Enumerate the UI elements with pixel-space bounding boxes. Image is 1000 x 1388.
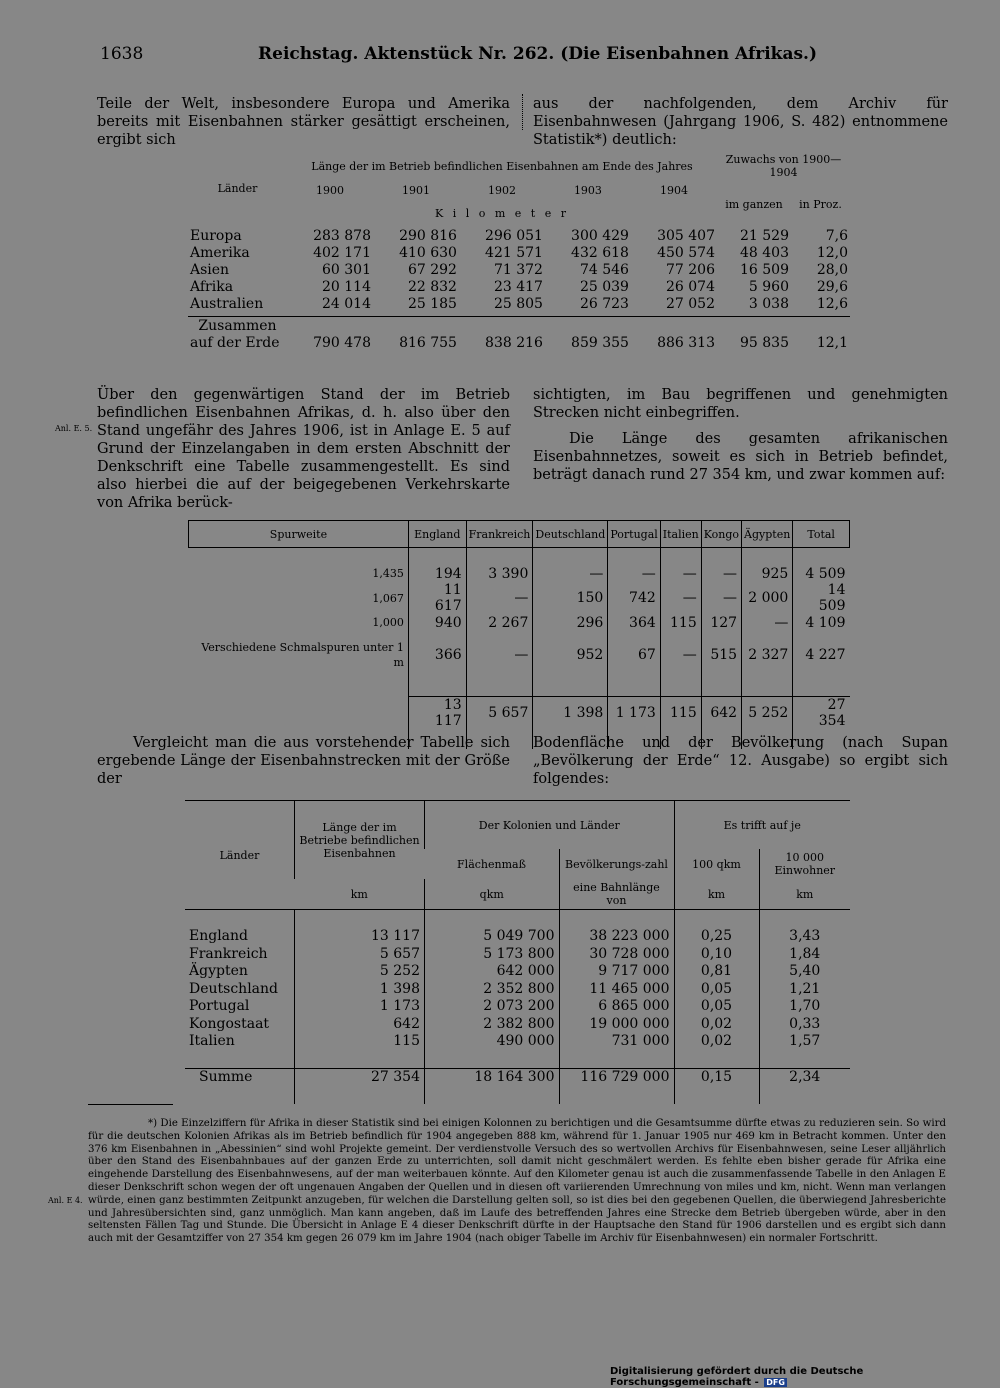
table-row [189, 582, 850, 614]
table-cell: 0,81 [674, 963, 759, 981]
table-cell: 2 267 [466, 614, 533, 631]
col-header: Ägypten [742, 521, 793, 548]
country-label: England [189, 928, 249, 945]
col-header-laender: Länder [219, 848, 260, 862]
table-cell: 11 617 [408, 582, 466, 614]
table-cell: 5,40 [759, 963, 850, 981]
table-cell: 296 [533, 614, 608, 631]
table-cell: 305 407 [657, 227, 715, 244]
table-row [185, 963, 850, 981]
table-cell: 742 [608, 582, 660, 614]
table-cell: — [701, 565, 741, 582]
table-cell: 23 417 [493, 278, 543, 295]
table-cell: 27 052 [666, 295, 715, 312]
table-cell: 5 657 [295, 945, 425, 963]
country-label: Portugal [189, 998, 250, 1015]
country-label: Deutschland [189, 980, 278, 997]
col-header-qkm: qkm [425, 879, 560, 910]
table-cell: 24 014 [321, 295, 371, 312]
total-cell: 1 398 [533, 697, 608, 730]
total-cell: 116 729 000 [559, 1068, 674, 1086]
table-cell: 0,33 [759, 1015, 850, 1033]
table-cell: 4 109 [793, 614, 850, 631]
table-cell: 12,6 [816, 295, 848, 312]
total-cell: 5 252 [742, 697, 793, 730]
table-cell: — [533, 565, 608, 582]
year-header: 1902 [487, 184, 516, 197]
total-cell: 1 173 [608, 697, 660, 730]
total-label: Summe [199, 1069, 253, 1086]
table-cell: 4 227 [793, 631, 850, 679]
table-cell: 28,0 [816, 261, 848, 278]
table-cell: 26 723 [579, 295, 629, 312]
table-cell: 5 960 [748, 278, 789, 295]
table-cell: 150 [533, 582, 608, 614]
col-header-im-ganzen: im ganzen [725, 198, 783, 211]
country-label: Afrika [190, 278, 234, 295]
unit-kilometer: K i l o m e t e r [435, 206, 569, 220]
table-row [185, 1033, 850, 1051]
dfg-logo-icon: DFG [766, 1378, 785, 1387]
col-header-bevoelkerung: Bevölkerungs-zahl [559, 849, 674, 879]
table-row [189, 565, 850, 582]
country-label: Ägypten [189, 963, 248, 980]
col-header: Frankreich [466, 521, 533, 548]
table-cell: 0,05 [674, 980, 759, 998]
table-cell: 283 878 [313, 227, 371, 244]
table-cell: 0,25 [674, 928, 759, 946]
table-cell: 25 185 [407, 295, 457, 312]
total-cell: 95 835 [740, 334, 789, 351]
para3-right: Bodenfläche und der Bevölkerung (nach Supan „Bevölkerung der Erde“ 12. Ausgabe) so ergibt sich folgendes: [533, 735, 948, 787]
table-cell: 13 117 [295, 928, 425, 946]
country-label: Italien [189, 1033, 235, 1050]
table-cell: 432 618 [571, 244, 629, 261]
table-cell: 0,02 [674, 1033, 759, 1051]
footnote: *) Die Einzelziffern für Afrika in dieser Statistik sind bei einigen Kolonnen zu berichtigen und die Gesamtsumme dürfte etwas zu reduzieren sein. So wird für die deutschen Kolonien Afrikas als im Betrieb befindlich für 1904 angegeben 888 km, während für 1. Januar 1905 nur 469 km in Betracht kommen. Unter den 376 km Eisenbahnen in „Abessinien“ sind wohl Projekte gemeint. Der verdienstvolle Versuch des so wertvollen Archivs für Eisenbahnwesen, seine Leser alljährlich über den Stand des Eisenbahnbaues auf der ganzen Erde zu unterrichten, soll damit nicht geschmälert werden. Es fehlte eben bisher gerade für Afrika eine eingehende Darstellung des Eisenbahnwesens, auf der man weiterbauen könnte. Auf den Kilometer genau ist auch die zusammenfassende Tabelle in den Anlagen E dieser Denkschrift schon wegen der oft ungenauen Angaben der Quellen und in diesen oft variierenden Umrechnung von miles und km, nicht. Wenn man verlangen würde, einen ganz bestimmten Zeitpunkt anzugeben, für welchen die Darstellung gelten soll, so ist dies bei den gegebenen Quellen, die überwiegend Jahresberichte und Jahresübersichten sind, ganz unmöglich. Man kann angeben, daß im Laufe des betreffenden Jahres eine Strecke dem Betrieb übergeben würde, aber in den seltensten Fällen Tag und Stunde. Die Übersicht in Anlage E 4 dieser Denkschrift dürfte in der Hauptsache den Stand für 1906 darstellen und es ergibt sich dann auch mit der Gesamtziffer von 27 354 km gegen 26 079 km im Jahre 1904 (nach obiger Tabelle im Archiv für Eisenbahnwesen) ein normaler Fortschritt. [88, 1118, 946, 1245]
table-cell: 194 [408, 565, 466, 582]
table-row [185, 928, 850, 946]
table-cell: 642 000 [425, 963, 560, 981]
total-cell: 859 355 [571, 334, 629, 351]
gauge-label: Verschiedene Schmalspuren unter 1 m [201, 641, 404, 669]
table-cell: 71 372 [493, 261, 543, 278]
table-cell: 4 509 [793, 565, 850, 582]
table-cell: — [660, 582, 701, 614]
col-header-km: km [350, 887, 368, 901]
table-cell: 421 571 [485, 244, 543, 261]
table-cell: 1,70 [759, 998, 850, 1016]
col-header-kolonien: Der Kolonien und Länder [425, 801, 675, 850]
table-cell: 642 [295, 1015, 425, 1033]
table-cell: 21 529 [740, 227, 789, 244]
col-header-laenge: Länge der im Betriebe befindlichen Eisenbahnen [295, 801, 425, 880]
page-header-title: Reichstag. Aktenstück Nr. 262. (Die Eisenbahnen Afrikas.) [258, 44, 817, 64]
table-cell: 2 000 [742, 582, 793, 614]
table-cell: 0,05 [674, 998, 759, 1016]
col-header-100qkm: 100 qkm [674, 849, 759, 879]
table-cell: 290 816 [399, 227, 457, 244]
country-label: Amerika [190, 244, 250, 261]
col-header: Kongo [701, 521, 741, 548]
total-cell: 13 117 [408, 697, 466, 730]
table-cell: 127 [701, 614, 741, 631]
para3-left: Vergleicht man die aus vorstehender Tabelle sich ergebende Länge der Eisenbahnstrecken mit der Größe der [97, 735, 510, 787]
table-cell: 67 [608, 631, 660, 679]
col-header: Spurweite [189, 521, 409, 548]
table-cell: 1 173 [295, 998, 425, 1016]
table-row [185, 945, 850, 963]
col-header-in-proz: in Proz. [799, 198, 842, 211]
table-row [188, 295, 850, 312]
total-cell: 790 478 [313, 334, 371, 351]
table-cell: 19 000 000 [559, 1015, 674, 1033]
table-cell: 20 114 [321, 278, 371, 295]
table-cell: 952 [533, 631, 608, 679]
col-header-km2: km [759, 879, 850, 910]
table-cell: 300 429 [571, 227, 629, 244]
railway-density-table [185, 800, 850, 1104]
col-header-es-trifft: Es trifft auf je [674, 801, 850, 850]
table-cell: 1,57 [759, 1033, 850, 1051]
table-cell: 60 301 [321, 261, 371, 278]
table-cell: 1,21 [759, 980, 850, 998]
table-cell: 22 832 [407, 278, 457, 295]
total-cell: 27 354 [793, 697, 850, 730]
table-cell: 2 352 800 [425, 980, 560, 998]
table-cell: 450 574 [657, 244, 715, 261]
total-cell: 115 [660, 697, 701, 730]
table-row [188, 261, 850, 278]
table-cell: 3 038 [748, 295, 789, 312]
year-header: 1900 [315, 184, 344, 197]
para2-right-1: sichtigten, im Bau begriffenen und genehmigten Strecken nicht einbegriffen. [533, 387, 948, 421]
table-cell: — [660, 565, 701, 582]
table-cell: 2 073 200 [425, 998, 560, 1016]
table-cell: 5 049 700 [425, 928, 560, 946]
table-cell: 26 074 [666, 278, 715, 295]
col-header: Portugal [608, 521, 660, 548]
table-cell: 5 252 [295, 963, 425, 981]
year-header: 1904 [659, 184, 688, 197]
table-cell: 3 390 [466, 565, 533, 582]
table-cell: 364 [608, 614, 660, 631]
table-cell: 48 403 [740, 244, 789, 261]
intro-right: aus der nachfolgenden, dem Archiv für Eisenbahnwesen (Jahrgang 1906, S. 482) entnommene Statistik*) deutlich: [533, 96, 948, 148]
intro-left: Teile der Welt, insbesondere Europa und Amerika bereits mit Eisenbahnen stärker gesättigt erscheinen, ergibt sich [97, 96, 510, 148]
total-cell: 5 657 [466, 697, 533, 730]
table-row [185, 998, 850, 1016]
table-cell: 0,02 [674, 1015, 759, 1033]
total-cell: 27 354 [295, 1068, 425, 1086]
table-cell: 77 206 [666, 261, 715, 278]
year-header: 1903 [573, 184, 602, 197]
table-cell: 515 [701, 631, 741, 679]
table-cell: 5 173 800 [425, 945, 560, 963]
table-cell: 25 039 [579, 278, 629, 295]
total-cell: 642 [701, 697, 741, 730]
railway-length-by-continent-table [188, 150, 850, 351]
table-cell: 38 223 000 [559, 928, 674, 946]
table-cell: — [701, 582, 741, 614]
table-cell: 74 546 [579, 261, 629, 278]
table-cell: 2 382 800 [425, 1015, 560, 1033]
table-cell: 14 509 [793, 582, 850, 614]
margin-note-anl-e5: Anl. E. 5. [55, 424, 93, 433]
total-row [189, 697, 850, 730]
table-cell: 115 [660, 614, 701, 631]
col-header: England [408, 521, 466, 548]
table-cell: 296 051 [485, 227, 543, 244]
total-label-zusammen: Zusammen [198, 317, 277, 334]
column-divider [522, 94, 524, 130]
para2-left: Über den gegenwärtigen Stand der im Betrieb befindlichen Eisenbahnen Afrikas, d. h. also über den Stand ungefähr des Jahres 1906, ist in Anlage E. 5 auf Grund der Einzelangaben in dem ersten Abschnitt der Denkschrift eine Tabelle zusammengestellt. Es sind also hierbei die auf der beigegebenen Verkehrskarte von Afrika berück- [97, 387, 510, 511]
col-header-10000-einwohner: 10 000 Einwohner [759, 849, 850, 879]
total-cell: 2,34 [759, 1068, 850, 1086]
table-cell: 115 [295, 1033, 425, 1051]
col-header-flaeche: Flächenmaß [457, 857, 526, 871]
total-cell: 886 313 [657, 334, 715, 351]
table-cell: 25 805 [493, 295, 543, 312]
table-row [185, 980, 850, 998]
year-header: 1901 [401, 184, 430, 197]
gauge-by-country-table [188, 520, 850, 749]
country-label: Europa [190, 227, 242, 244]
country-label: Asien [190, 261, 230, 278]
table-row [188, 227, 850, 244]
margin-note-anl-e4: Anl. E 4. [48, 1196, 83, 1205]
table-cell: 9 717 000 [559, 963, 674, 981]
table-cell: 366 [408, 631, 466, 679]
table-cell: 30 728 000 [559, 945, 674, 963]
col-header-laender: Länder [217, 182, 258, 195]
table-cell: 731 000 [559, 1033, 674, 1051]
table-cell: 67 292 [407, 261, 457, 278]
table-cell: 0,10 [674, 945, 759, 963]
table-row [188, 244, 850, 261]
col-header-bahnlaenge: eine Bahnlänge von [559, 879, 674, 910]
table-cell: 1,84 [759, 945, 850, 963]
total-cell: 816 755 [399, 334, 457, 351]
table-cell: 402 171 [313, 244, 371, 261]
col-header-zuwachs: Zuwachs von 1900—1904 [725, 153, 842, 179]
total-label-erde: auf der Erde [190, 334, 280, 351]
table-cell: — [742, 614, 793, 631]
gauge-label: 1,435 [372, 567, 404, 580]
footnote-rule [88, 1104, 173, 1105]
table-cell: 7,6 [825, 227, 848, 244]
table-row [189, 614, 850, 631]
col-header: Total [793, 521, 850, 548]
table-row [189, 631, 850, 679]
table-cell: 12,0 [816, 244, 848, 261]
table-cell: 3,43 [759, 928, 850, 946]
total-cell: 18 164 300 [425, 1068, 560, 1086]
col-header: Italien [660, 521, 701, 548]
gauge-label: 1,067 [372, 591, 404, 605]
table-cell: — [466, 631, 533, 679]
table-cell: 16 509 [740, 261, 789, 278]
total-cell: 0,15 [674, 1068, 759, 1086]
dfg-credit-text: Digitalisierung gefördert durch die Deutsche Forschungsgemeinschaft - [610, 1366, 864, 1388]
col-header: Deutschland [533, 521, 608, 548]
country-label: Australien [190, 295, 264, 312]
col-header-laenge: Länge der im Betrieb befindlichen Eisenbahnen am Ende des Jahres [311, 159, 693, 173]
table-row [185, 1015, 850, 1033]
total-cell: 12,1 [816, 334, 848, 351]
col-header-km1: km [674, 879, 759, 910]
table-cell: 2 327 [742, 631, 793, 679]
dfg-credit [610, 1366, 1000, 1388]
table-cell: — [660, 631, 701, 679]
table-cell: 11 465 000 [559, 980, 674, 998]
country-label: Kongostaat [189, 1015, 270, 1032]
table-row [188, 278, 850, 295]
para2-right-2: Die Länge des gesamten afrikanischen Eisenbahnnetzes, soweit es sich in Betrieb befindet, beträgt danach rund 27 354 km, und zwar kommen auf: [533, 431, 948, 483]
table-cell: 29,6 [816, 278, 848, 295]
table-cell: 490 000 [425, 1033, 560, 1051]
table-cell: 6 865 000 [559, 998, 674, 1016]
table-cell: — [608, 565, 660, 582]
table-cell: 1 398 [295, 980, 425, 998]
table-cell: 925 [742, 565, 793, 582]
gauge-label: 1,000 [372, 616, 404, 629]
table-cell: 410 630 [399, 244, 457, 261]
page-number: 1638 [100, 44, 144, 64]
table-cell: 940 [408, 614, 466, 631]
country-label: Frankreich [189, 945, 268, 962]
total-cell: 838 216 [485, 334, 543, 351]
table-cell: — [466, 582, 533, 614]
